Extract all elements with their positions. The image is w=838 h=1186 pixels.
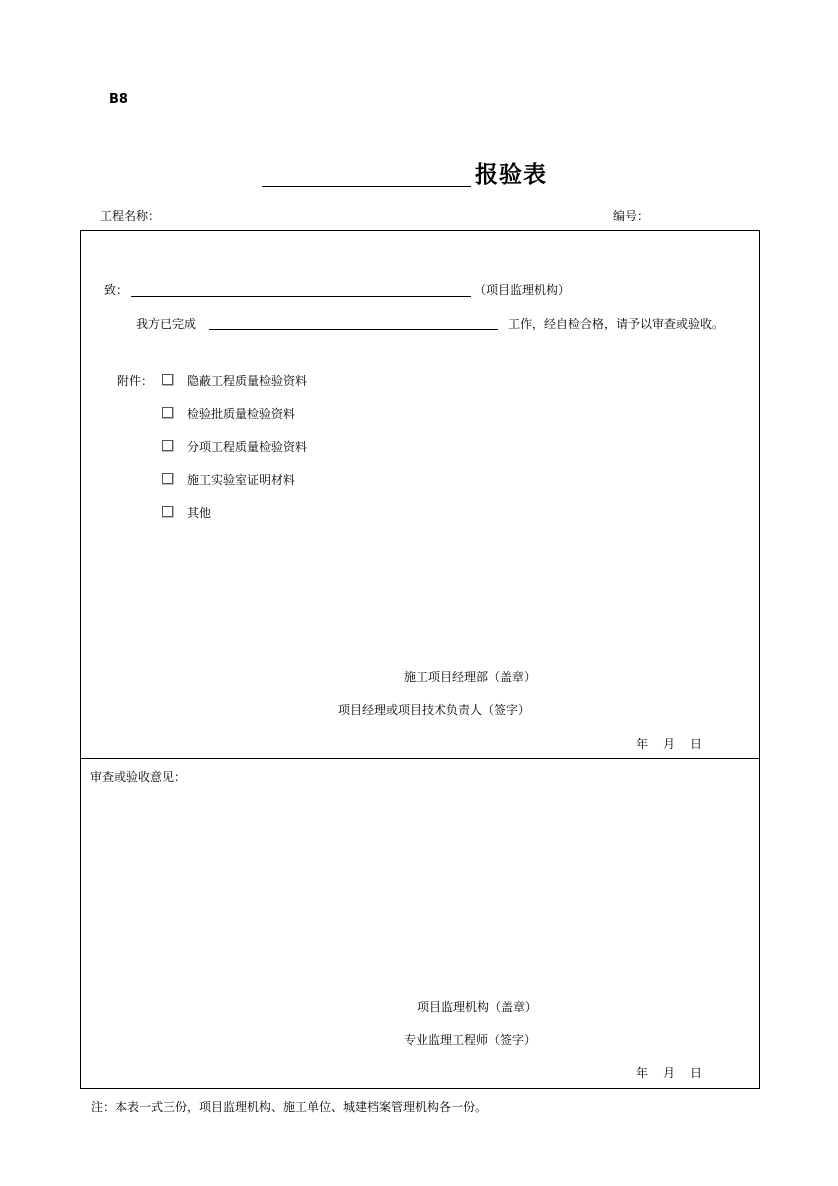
attachment-checkbox[interactable] [162,440,173,451]
form-code: B8 [109,92,128,107]
attachment-checkbox[interactable] [162,374,173,385]
attachment-checkbox[interactable] [162,407,173,418]
attachment-label: 分项工程质量检验资料 [187,440,308,454]
attachment-checkbox[interactable] [162,506,173,517]
footer-note: 注：本表一式三份，项目监理机构、施工单位、城建档案管理机构各一份。 [91,1100,488,1114]
opinion-label: 审查或验收意见： [90,770,187,784]
engineer-sign-label: 专业监理工程师（签字） [404,1033,537,1047]
manager-sign-label: 项目经理或项目技术负责人（签字） [338,703,531,717]
date-month: 月 [663,737,676,751]
to-label: 致： [104,283,129,297]
date-year: 年 [636,737,649,751]
title-blank-line [262,186,471,187]
page-title: 报验表 [475,162,547,188]
attachment-label: 检验批质量检验资料 [187,407,296,421]
attachment-checkbox[interactable] [162,473,173,484]
completed-prefix: 我方已完成 [136,317,197,331]
date-day: 日 [690,1066,703,1080]
attachment-label: 施工实验室证明材料 [187,473,296,487]
completed-suffix: 工作，经自检合格，请予以审查或验收。 [508,317,725,331]
attachments-label: 附件： [117,374,154,388]
attachment-label: 其他 [187,506,212,520]
attachment-label: 隐蔽工程质量检验资料 [187,374,308,388]
org-suffix: （项目监理机构） [474,283,571,297]
dept-seal-label: 施工项目经理部（盖章） [404,670,537,684]
project-name-label: 工程名称： [100,209,161,223]
org-seal-label: 项目监理机构（盖章） [417,1000,538,1014]
work-item-field[interactable] [209,329,498,330]
date-month: 月 [663,1066,676,1080]
supervisor-org-field[interactable] [131,296,471,297]
date-day: 日 [690,737,703,751]
date-year: 年 [636,1066,649,1080]
number-label: 编号： [613,209,650,223]
